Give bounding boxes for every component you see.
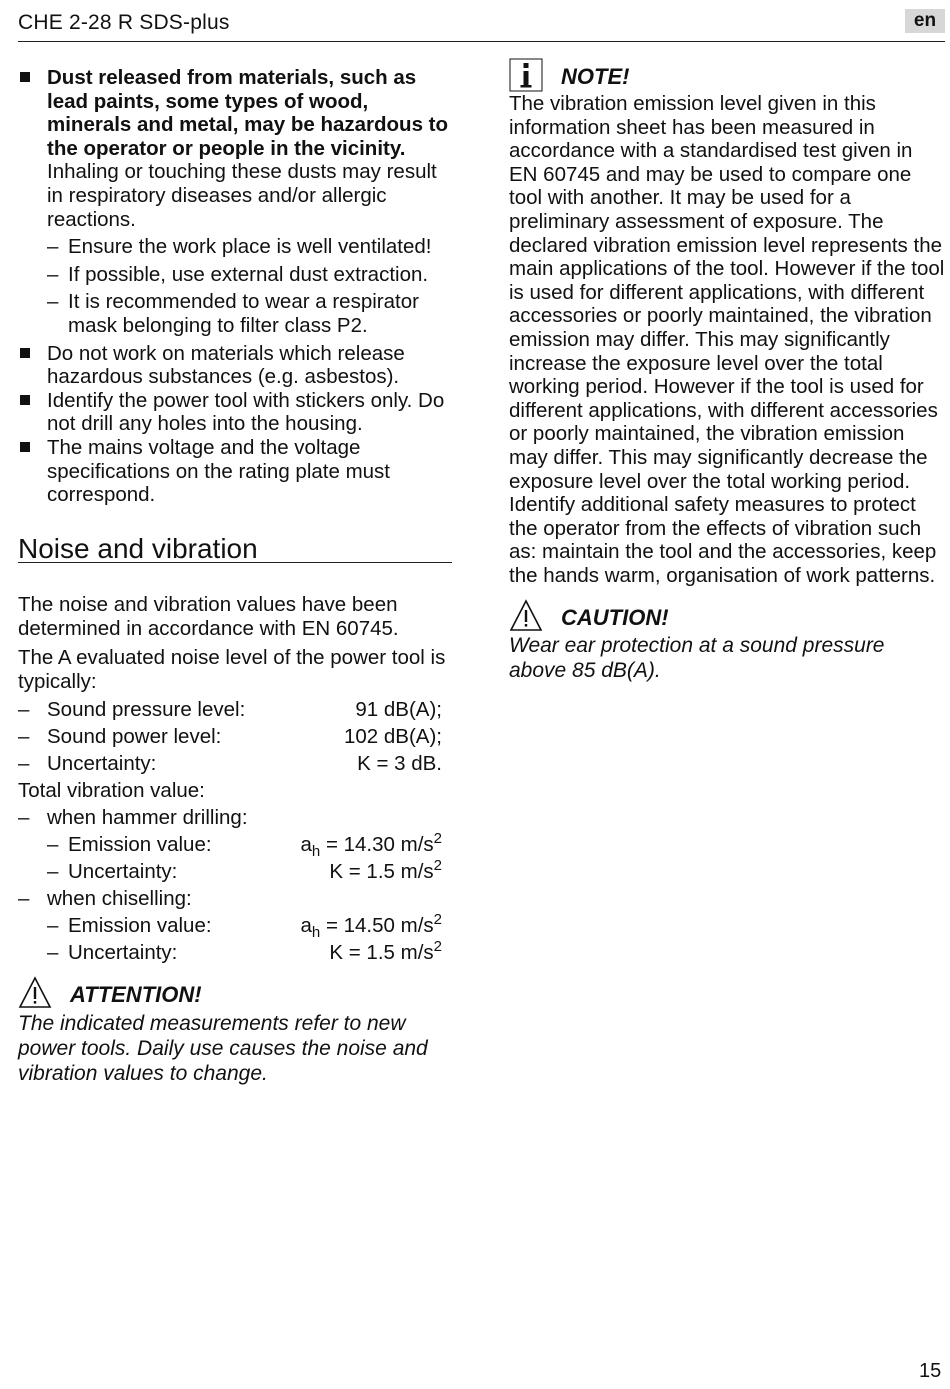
- dash-marker: –: [18, 886, 30, 910]
- dash-marker: –: [18, 805, 30, 829]
- safety-bullet-voltage: [18, 436, 450, 507]
- bullet-square-icon: [20, 442, 30, 452]
- spec-label: Emission value:: [68, 913, 212, 937]
- spec-sound-power: [18, 723, 450, 750]
- spec-label: Uncertainty:: [68, 940, 178, 964]
- spec-value: K = 1.5 $m/s^2$: [329, 856, 442, 883]
- spec-value: $a_h = 14.50$ $m/s^2$: [300, 910, 442, 941]
- page-number: 15: [919, 1360, 942, 1382]
- right-column: [509, 58, 945, 683]
- caution-heading: [509, 599, 945, 633]
- spec-value: 91 dB(A);: [355, 697, 442, 721]
- spec-value: $a_h = 14.30$ $m/s^2$: [300, 829, 442, 860]
- dash-marker: –: [18, 751, 30, 775]
- spec-value: K = 1.5 $m/s^2$: [329, 937, 442, 964]
- left-column: [18, 66, 450, 1086]
- dash-marker: –: [18, 724, 30, 748]
- bullet-text: Do not work on materials which release hazardous substances (e.g. asbestos).: [47, 341, 405, 389]
- spec-chisel-emission: [18, 912, 450, 939]
- section-title: Noise and vibration: [18, 537, 452, 564]
- language-badge: en: [905, 9, 945, 33]
- spec-label: Sound pressure level:: [47, 697, 246, 721]
- bullet-square-icon: [20, 395, 30, 405]
- dash-marker: –: [47, 940, 59, 964]
- note-heading: [509, 58, 945, 92]
- vibration-title: Total vibration value:: [18, 778, 205, 802]
- caution-text: Wear ear protection at a sound pressure above 85 dB(A).: [509, 634, 885, 683]
- spec-label: Sound power level:: [47, 724, 222, 748]
- header-divider: [18, 41, 945, 42]
- mode-label: when chiselling:: [47, 886, 192, 910]
- spec-chisel-uncertainty: [18, 939, 450, 966]
- bullet-square-icon: [20, 72, 30, 82]
- dash-marker: –: [47, 859, 59, 883]
- spec-hammer-uncertainty: [18, 858, 450, 885]
- note-title: NOTE!: [561, 64, 630, 89]
- noise-paragraph: The A evaluated noise level of the power tool is typically:: [18, 646, 446, 694]
- bullet-text: Inhaling or touching these dusts may result in respiratory diseases and/or allergic reactions.: [47, 160, 437, 231]
- dash-marker: –: [47, 262, 59, 286]
- spec-value: 102 dB(A);: [344, 724, 442, 748]
- sub-item-respirator: [18, 290, 450, 337]
- bullet-square-icon: [20, 348, 30, 358]
- warning-triangle-icon: [18, 976, 52, 1010]
- sub-item-text: If possible, use external dust extraction.: [68, 262, 429, 286]
- intro-paragraph: The noise and vibration values have been determined in accordance with EN 60745.: [18, 593, 399, 640]
- dash-marker: –: [47, 913, 59, 937]
- spec-value: K = 3 dB.: [357, 751, 442, 775]
- sub-item-text: Ensure the work place is well ventilated!: [68, 235, 432, 259]
- mode-label: when hammer drilling:: [47, 805, 248, 829]
- mode-hammer-drilling: [18, 804, 450, 831]
- mode-chiselling: [18, 885, 450, 912]
- safety-bullet-dust: [18, 66, 450, 231]
- safety-bullet-stickers: [18, 389, 450, 436]
- spec-hammer-emission: [18, 831, 450, 858]
- bullet-text: The mains voltage and the voltage specifications on the rating plate must correspond.: [47, 435, 390, 507]
- bullet-text: Identify the power tool with stickers only. Do not drill any holes into the housing.: [47, 388, 445, 436]
- note-text: The vibration emission level given in this information sheet has been measured in accordance with a standardised test given in EN 60745 and may be used to compare one tool with another. It may be used for a preliminary assessment of exposure. The declared vibration emission level represents the main applications of the tool. However if the tool is used for different applications, with different accessories or poorly maintained, the vibration emission may differ. This may significantly increase the exposure level over the total working period. However if the tool is used for different applications, with different accessories or poorly maintained, the vibration emission may differ. This may significantly decrease the exposure level over the total working period. Identify additional safety measures to protect the operator from the effects of vibration such as: maintain the tool and the accessories, keep the hands warm, organisation of work patterns.: [509, 92, 945, 587]
- spec-noise-uncertainty: [18, 750, 450, 777]
- info-icon: [509, 58, 543, 92]
- sub-item-text: It is recommended to wear a respirator mask belonging to filter class P2.: [68, 290, 419, 337]
- warning-triangle-icon: [509, 599, 543, 633]
- attention-text: The indicated measurements refer to new power tools. Daily use causes the noise and vibration values to change.: [18, 1011, 428, 1085]
- spec-sound-pressure: [18, 696, 450, 723]
- sub-item-ventilation: [18, 235, 450, 259]
- document-title: CHE 2-28 R SDS-plus: [18, 11, 230, 34]
- dash-marker: –: [47, 290, 59, 314]
- attention-heading: [18, 976, 450, 1010]
- caution-title: CAUTION!: [561, 605, 669, 631]
- safety-bullet-hazardous: [18, 342, 450, 389]
- spec-label: Emission value:: [68, 832, 212, 856]
- spec-label: Uncertainty:: [68, 859, 178, 883]
- spec-label: Uncertainty:: [47, 751, 157, 775]
- bullet-bold-text: Dust released from materials, such as lead paints, some types of wood, minerals and metal, may be hazardous to the operator or people in the vicinity.: [47, 66, 449, 160]
- dash-marker: –: [47, 832, 59, 856]
- attention-title: ATTENTION!: [70, 981, 202, 1007]
- dash-marker: –: [47, 235, 59, 259]
- sub-item-extraction: [18, 263, 450, 287]
- dash-marker: –: [18, 697, 30, 721]
